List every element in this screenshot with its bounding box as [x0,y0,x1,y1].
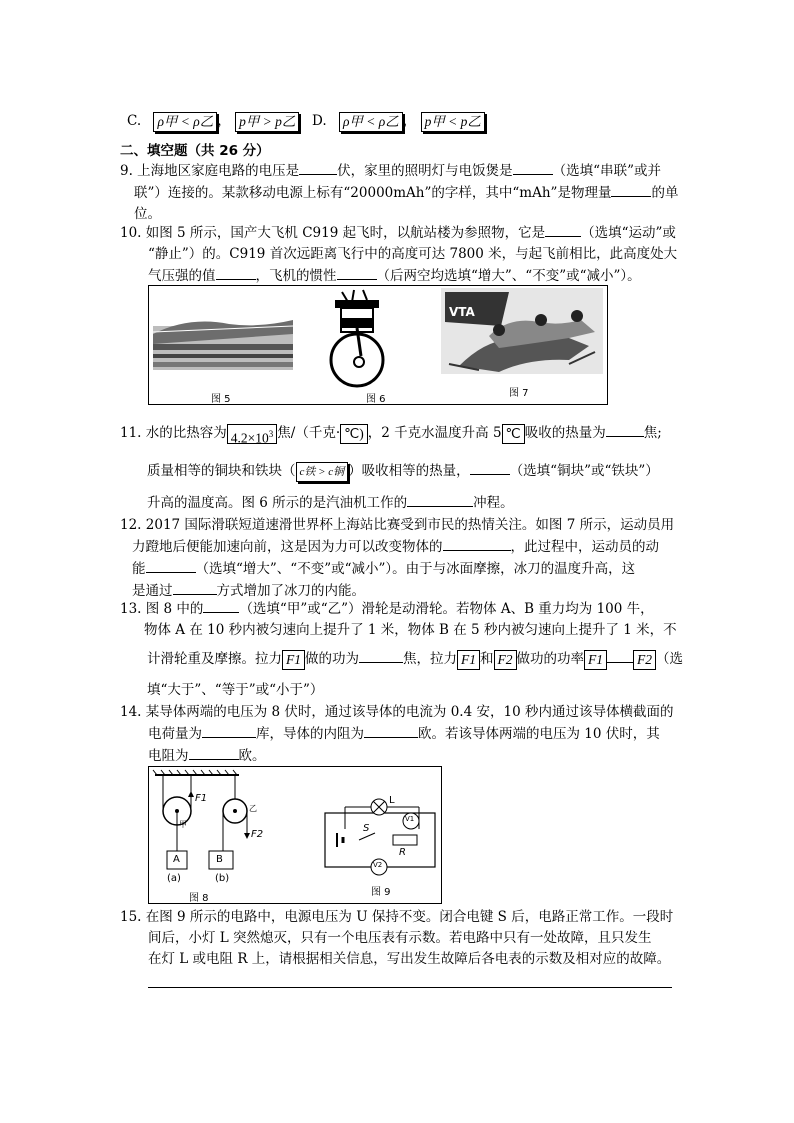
figure-9-circuit-diagram [149,767,441,903]
q15-text: 15. 在图 9 所示的电路中，电源电压为 U 保持不变。闭合电键 S 后，电路正常工作。一段时 [120,909,674,925]
question-14 [120,702,673,767]
figure-5-6-7-panel [148,285,608,405]
q13-text: 13. 图 8 中的 [120,601,204,617]
q13-f1b-box: F1 [457,650,480,670]
switch-label: S [363,823,370,834]
q11-blank-3[interactable] [407,492,473,507]
q13-blank-2[interactable] [359,648,403,663]
option-c-label: C. [127,113,142,129]
figure-6-caption: 图 6 [366,394,386,405]
q14-text: 欧。 [238,748,266,764]
q13-text: 做的功为 [305,651,359,667]
q12-blank-3[interactable] [173,580,217,595]
resistor-label: R [399,847,406,858]
voltmeter-v1-label: V1 [405,815,415,823]
figure-5-caption: 图 5 [211,394,231,405]
question-11-line2 [147,460,659,482]
q9-text: 联”）连接的。某款移动电源上标有“20000mAh”的字样，其中“mAh”是物理量 [134,185,612,201]
question-13-line3 [147,648,683,670]
q12-blank-2[interactable] [146,558,196,573]
question-13 [120,598,677,641]
q13-text: 物体 A 在 10 秒内被匀速向上提升了 1 米，物体 B 在 5 秒内被匀速向上提升了 1 米，不 [144,622,677,638]
q11-text: ）吸收相等的热量， [348,463,470,479]
q11-text: 焦; [643,425,662,441]
q12-text: 12. 2017 国际滑联短道速滑世界杯上海站比赛受到市民的热情关注。如图 7 所示，运动员用 [120,517,675,533]
q13-f2-box: F2 [494,650,517,670]
option-c-expr2: p甲 > p乙 [235,112,299,132]
q10-text: ，飞机的惯性 [255,268,337,284]
q12-text: 能 [132,561,146,577]
q12-text: （选填“增大”、“不变”或“减小”）。由于与冰面摩擦，冰刀的温度升高，这 [195,561,636,577]
q11-blank-1[interactable] [606,422,644,437]
q11-compare-box: c铁 > c铜 [296,462,349,482]
pulley-b-label: (b) [215,873,230,884]
voltmeter-v2-label: V2 [373,861,383,869]
figure-9-caption: 图 9 [371,887,391,898]
question-10 [120,222,677,287]
q13-blank-3[interactable] [607,648,633,663]
q11-text: 冲程。 [473,495,514,511]
q14-text: 14. 某导体两端的电压为 8 伏时，通过该导体的电流为 0.4 安，10 秒内通过该导体横截面的 [120,704,674,720]
q9-blank-1[interactable] [299,160,337,175]
question-12 [120,515,674,602]
option-c-expr1: ρ甲 < ρ乙 [153,112,217,132]
figure-5-airplane-image [149,286,607,404]
svg-text:VTA: VTA [449,305,475,319]
q14-text: 库，导体的内阻为 [256,726,364,742]
q13-text: 计滑轮重及摩擦。拉力 [147,651,282,667]
q11-text: 焦/（千克· [277,425,341,441]
q12-text: 是通过 [132,583,173,599]
block-a-label: A [173,854,180,865]
figure-8-9-panel [148,766,442,904]
q12-text: ，此过程中，运动员的动 [510,539,659,555]
question-11 [120,422,662,444]
option-d-expr2: p甲 < p乙 [421,112,485,132]
q11-text: 质量相等的铜块和铁块（ [147,463,296,479]
q12-text: 方式增加了冰刀的内能。 [216,583,365,599]
q9-blank-2[interactable] [513,160,553,175]
q13-blank-1[interactable] [203,598,239,613]
q13-text: 做功的功率 [516,651,584,667]
pulley-a-label: (a) [167,873,181,884]
q10-blank-1[interactable] [545,222,581,237]
q11-text: ，2 千克水温度升高 5 [367,425,502,441]
q10-blank-2[interactable] [216,265,256,280]
option-d-label: D. [312,113,327,129]
section-title: 二、填空题（共 26 分） [120,143,270,159]
question-15 [120,907,673,970]
pulley-yi-label: 乙 [249,804,257,813]
q9-text: 伏，家里的照明灯与电饭煲是 [337,163,513,179]
q13-text: 和 [480,651,494,667]
figure-8-caption: 图 8 [189,893,209,904]
figure-7-caption: 图 7 [509,388,529,399]
question-13-line4 [147,680,323,701]
q9-text: 的单 [651,185,679,201]
question-11-line3 [147,492,514,514]
q10-text: 10. 如图 5 所示，国产大飞机 C919 起飞时，以航站楼为参照物，它是 [120,225,546,241]
option-c: C. ρ甲 < ρ乙 ， p甲 > p乙 [127,109,299,132]
q11-text: （选填“铜块”或“铁块”） [509,463,659,479]
q13-f2b-box: F2 [633,650,656,670]
q12-text: 力蹬地后便能加速向前，这是因为力可以改变物体的 [132,539,443,555]
q14-blank-1[interactable] [202,723,256,738]
q9-text: 位。 [134,206,161,222]
q11-value-box [227,424,278,444]
q13-text: （选填“甲”或“乙”）滑轮是动滑轮。若物体 A、B 重力均为 100 牛， [239,601,654,617]
q10-text: “静止”）的。C919 首次远距离飞行中的高度可达 7800 米，与起飞前相比，此高度处大 [148,246,678,262]
q14-blank-2[interactable] [364,723,418,738]
question-9 [120,160,678,225]
q9-text: 9. 上海地区家庭电路的电压是 [120,163,300,179]
q13-text: 焦，拉力 [403,651,457,667]
q14-text: 欧。若该导体两端的电压为 10 伏时，其 [418,726,660,742]
q13-f1-box: F1 [282,650,305,670]
q12-blank-1[interactable] [443,536,511,551]
q11-exp: 3 [268,428,274,439]
option-d: D. ρ甲 < ρ乙 ， p甲 < p乙 [312,109,485,132]
q11-text: 升高的温度高。图 6 所示的是汽油机工作的 [147,495,408,511]
q15-text: 在灯 L 或电阻 R 上，请根据相关信息，写出发生故障后各电表的示数及相对应的故障。 [148,951,671,967]
q11-value: 4.2×10 [230,430,269,445]
force-f2-label: F2 [251,829,264,840]
q11-text: 11. 水的比热容为 [120,425,227,441]
q10-text: （后两空均选填“增大”、“不变”或“减小”）。 [376,268,641,284]
q13-text: （选 [656,651,683,667]
option-d-expr1: ρ甲 < ρ乙 [339,112,403,132]
q15-text: 间后，小灯 L 突然熄灭，只有一个电压表有示数。若电路中只有一处故障，且只发生 [148,930,652,946]
q13-f1c-box: F1 [584,650,607,670]
q11-unit2-box: ℃ [502,424,525,444]
q11-text: 吸收的热量为 [524,425,606,441]
force-f1-label: F1 [195,793,208,804]
q11-unit-box: ℃) [340,424,368,444]
q11-blank-2[interactable] [470,460,510,475]
q9-text: （选填“串联”或并 [552,163,661,179]
pulley-jia-label: 甲 [179,820,187,829]
q14-text: 电荷量为 [148,726,202,742]
figure-6-engine-diagram [331,290,383,386]
lamp-label: L [389,795,395,806]
q14-text: 电阻为 [148,748,189,764]
block-b-label: B [216,854,223,865]
q10-text: 气压强的值 [148,268,216,284]
q13-text: 填“大于”、“等于”或“小于”） [147,682,324,698]
q14-blank-3[interactable] [189,745,239,760]
q9-blank-3[interactable] [611,182,651,197]
figure-7-skaters-image [441,288,603,374]
q10-text: （选填“运动”或 [581,225,676,241]
q10-blank-3[interactable] [337,265,377,280]
q15-answer-line[interactable] [148,986,672,988]
